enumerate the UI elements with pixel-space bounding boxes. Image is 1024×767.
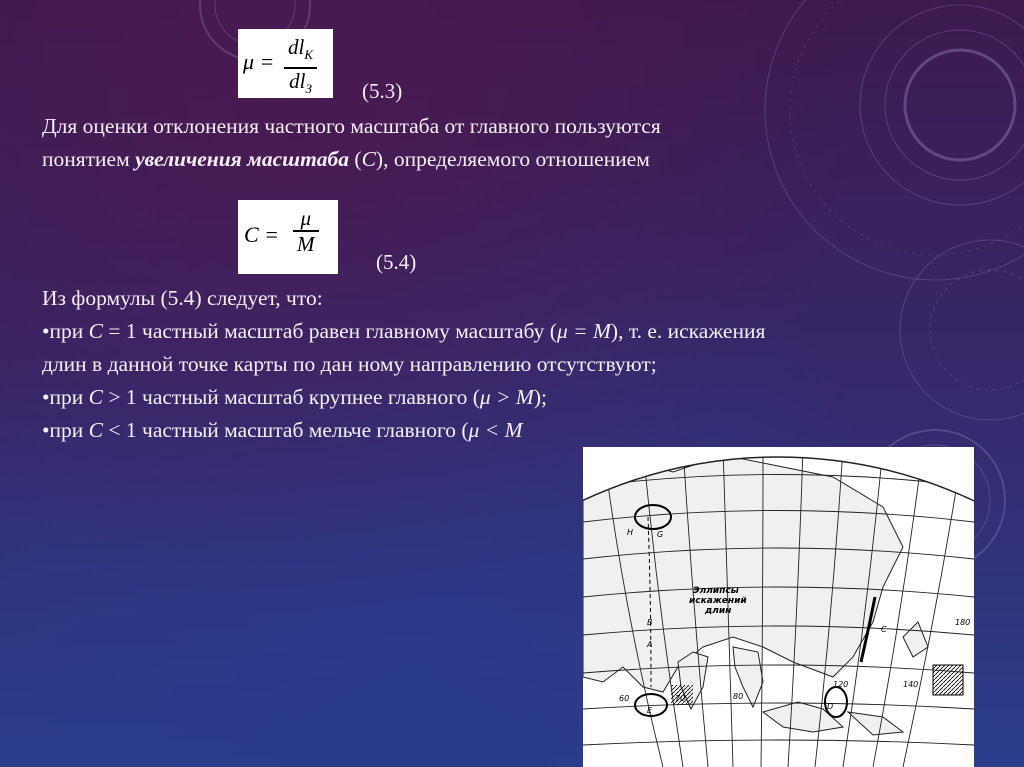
map-degree-140: 140 (903, 680, 919, 689)
map-letter-n: Н (627, 528, 634, 537)
formula-5-3 (238, 29, 333, 98)
map-letter-e: E (647, 706, 653, 715)
map-degree-70: 70 (675, 694, 686, 703)
map-label-line-3: длин (705, 606, 732, 616)
list-item-1-expr: μ = M (556, 319, 611, 343)
list-item-2 (42, 381, 547, 414)
paragraph-line-2-pre: понятием (42, 147, 136, 171)
formula-5-3-fraction (284, 35, 317, 101)
list-item-2-expr: μ > M (479, 385, 534, 409)
list-item-1-var: C (88, 319, 104, 343)
formula-5-3-denominator: dl (289, 68, 306, 93)
formula-5-4-numerator: μ (300, 206, 312, 230)
map-letter-b: В (647, 618, 653, 627)
map-degree-80: 80 (733, 692, 744, 701)
term-scale-increase: увеличения масштаба (135, 147, 350, 171)
map-letter-d: D (827, 702, 834, 711)
map-label-line-1: Эллипсы (693, 586, 739, 596)
formula-5-3-denominator-sub: З (305, 80, 312, 96)
formula-5-3-numerator-sub: K (304, 47, 314, 63)
map-globe (583, 447, 974, 767)
list-intro: Из формулы (5.4) следует, что: (42, 286, 323, 310)
map-letter-g: G (657, 530, 664, 539)
list-item-3 (42, 414, 522, 447)
list-item-3-mid: < 1 частный масштаб мельче главного ( (103, 418, 469, 442)
hatched-region-2 (933, 665, 963, 695)
formula-5-4-denominator: M (297, 231, 315, 256)
list-item-2-post: ); (533, 385, 547, 409)
map-degree-60: 60 (619, 694, 630, 703)
list-item-1-post: ), т. е. искажения (610, 319, 766, 343)
distortion-ellipses-map (583, 447, 974, 767)
list-item-3-expr: μ < M (468, 418, 523, 442)
formula-5-4 (238, 200, 338, 274)
formula-5-4-fraction (293, 206, 319, 256)
formula-5-3-numerator: dl (288, 35, 305, 59)
map-label-line-2: искажений (689, 596, 747, 606)
list-item-1 (42, 315, 765, 348)
list-item-1-line-2: длин в данной точке карты по дан ному направлению отсутствуют; (42, 352, 657, 376)
formula-5-4-lhs: C = (244, 222, 280, 247)
paragraph-line-1: Для оценки отклонения частного масштаба от главного пользуются (42, 114, 661, 138)
list-item-2-pre: •при (42, 385, 89, 409)
list-item-2-mid: > 1 частный масштаб крупнее главного ( (103, 385, 480, 409)
equation-number-5-3: (5.3) (362, 79, 403, 103)
list-item-3-pre: •при (42, 418, 89, 442)
equation-number-5-4: (5.4) (376, 250, 417, 274)
list-item-3-var: C (88, 418, 104, 442)
paragraph-line-2 (42, 143, 650, 176)
map-degree-180: 180 (955, 618, 971, 627)
paragraph-line-2-post: ), определяемого отношением (375, 147, 650, 171)
list-item-2-var: C (88, 385, 104, 409)
map-drawing (583, 447, 974, 767)
map-degree-120: 120 (833, 680, 849, 689)
formula-5-3-lhs: μ = (243, 49, 275, 74)
list-item-1-mid: = 1 частный масштаб равен главному масштабу ( (103, 319, 557, 343)
paragraph-line-2-mid: ( (349, 147, 362, 171)
list-item-1-pre: •при (42, 319, 89, 343)
variable-c: C (361, 147, 376, 171)
map-letter-a: А (647, 640, 653, 649)
map-letter-c: С (881, 625, 887, 634)
